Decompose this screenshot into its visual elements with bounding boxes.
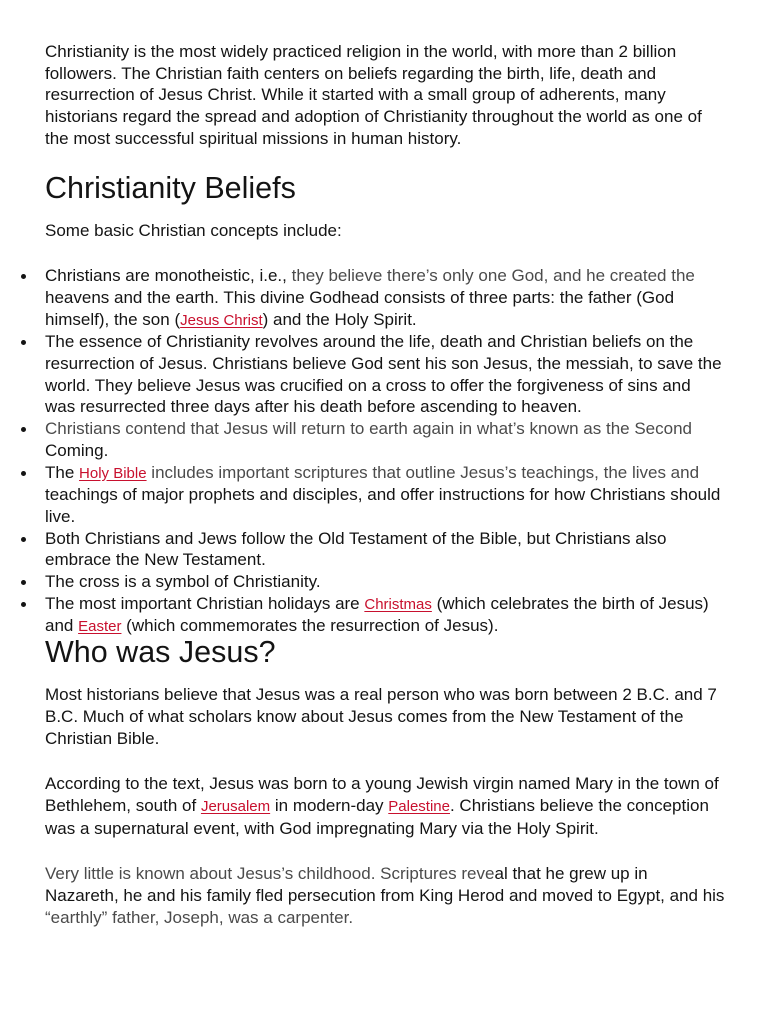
intro-paragraph: Christianity is the most widely practiced religion in the world, with more than 2 billion followers. The Christian faith centers on beliefs regarding the birth, life, death and resurrection of Jesus Christ. While it started with a small group of adherents, many historians regard the spread and adoption of Christianity throughout the world as one of the most successful spiritual missions in human history.	[45, 42, 702, 148]
item-text: Coming.	[45, 440, 109, 460]
bullet	[21, 274, 26, 279]
link-christmas[interactable]: Christmas	[364, 595, 432, 613]
paragraph-text: . Christians believe the conception was a supernatural event, with God impregnating Mary via the Holy Spirit.	[45, 795, 709, 838]
item-text: (which commemorates the resurrection of Jesus).	[121, 616, 499, 636]
paragraph	[45, 863, 745, 928]
list-item	[45, 265, 745, 331]
item-text: Both Christians and Jews follow the Old Testament of the Bible, but Christians also embrace the New Testament.	[45, 528, 667, 570]
bullet	[21, 537, 26, 542]
paragraph	[45, 684, 745, 749]
item-text: The cross is a symbol of Christianity.	[45, 572, 321, 592]
item-text-muted: includes important scriptures that outline Jesus’s teachings, the lives and	[146, 462, 700, 482]
item-text: ) and the Holy Spirit.	[262, 309, 417, 329]
beliefs-list	[45, 265, 745, 638]
item-text: The essence of Christianity revolves around the life, death and Christian beliefs on the resurrection of Jesus. Christians believe God sent his son Jesus, the messiah, to save the world. They believe Jesus was crucified on a cross to offer the forgiveness of sins and was resurrected three days after his death before ascending to heaven.	[45, 332, 722, 417]
list-item	[45, 462, 745, 528]
link-jerusalem[interactable]: Jerusalem	[200, 797, 271, 815]
link-jesus-christ[interactable]: Jesus Christ	[180, 311, 263, 329]
section-heading-who-was-jesus: Who was Jesus?	[45, 635, 276, 670]
item-text-muted: they believe there’s only one God, and he created the	[291, 266, 695, 286]
item-text: The	[45, 462, 80, 482]
bullet	[21, 471, 26, 476]
list-item	[45, 593, 745, 638]
bullet	[21, 427, 26, 432]
bullet	[21, 580, 26, 585]
item-text-muted: Christians contend that Jesus will return to earth again in what’s known as the Second	[45, 419, 692, 439]
paragraph-text: in modern-day	[270, 795, 389, 815]
item-text: (which celebrates the birth of Jesus) and	[45, 593, 709, 636]
list-item	[45, 331, 745, 418]
link-holy-bible[interactable]: Holy Bible	[79, 464, 147, 482]
link-palestine[interactable]: Palestine	[388, 797, 450, 815]
list-item	[45, 528, 745, 571]
beliefs-intro: Some basic Christian concepts include:	[45, 220, 342, 240]
item-text: heavens and the earth. This divine Godhead consists of three parts: the father (God himself), the son (	[45, 287, 675, 329]
paragraph-text: According to the text, Jesus was born to a young Jewish virgin named Mary in the town of Bethlehem, south of	[45, 774, 719, 815]
paragraph-text: Most historians believe that Jesus was a real person who was born between 2 B.C. and 7 B.C. Much of what scholars know about Jesus comes from the New Testament of the Christian Bible.	[45, 685, 717, 748]
paragraph-text-muted: Very little is known about Jesus’s childhood. Scriptures reve	[45, 864, 495, 884]
paragraph	[45, 773, 745, 839]
item-text: The most important Christian holidays are	[45, 593, 365, 613]
link-easter[interactable]: Easter	[78, 618, 122, 636]
item-text: teachings of major prophets and disciples, and offer instructions for how Christians should live.	[45, 485, 721, 526]
bullet	[21, 602, 26, 607]
paragraph-text-muted: “earthly” father, Joseph, was a carpenter.	[45, 907, 354, 927]
article-body	[45, 41, 745, 929]
paragraph-text: al that he grew up in Nazareth, he and his family fled persecution from King Herod and moved to Egypt, and his	[45, 864, 725, 906]
section-heading-beliefs: Christianity Beliefs	[45, 170, 296, 205]
list-item	[45, 571, 745, 593]
bullet	[21, 340, 26, 345]
list-item	[45, 418, 745, 461]
item-text: Christians are monotheistic, i.e.,	[45, 266, 292, 286]
